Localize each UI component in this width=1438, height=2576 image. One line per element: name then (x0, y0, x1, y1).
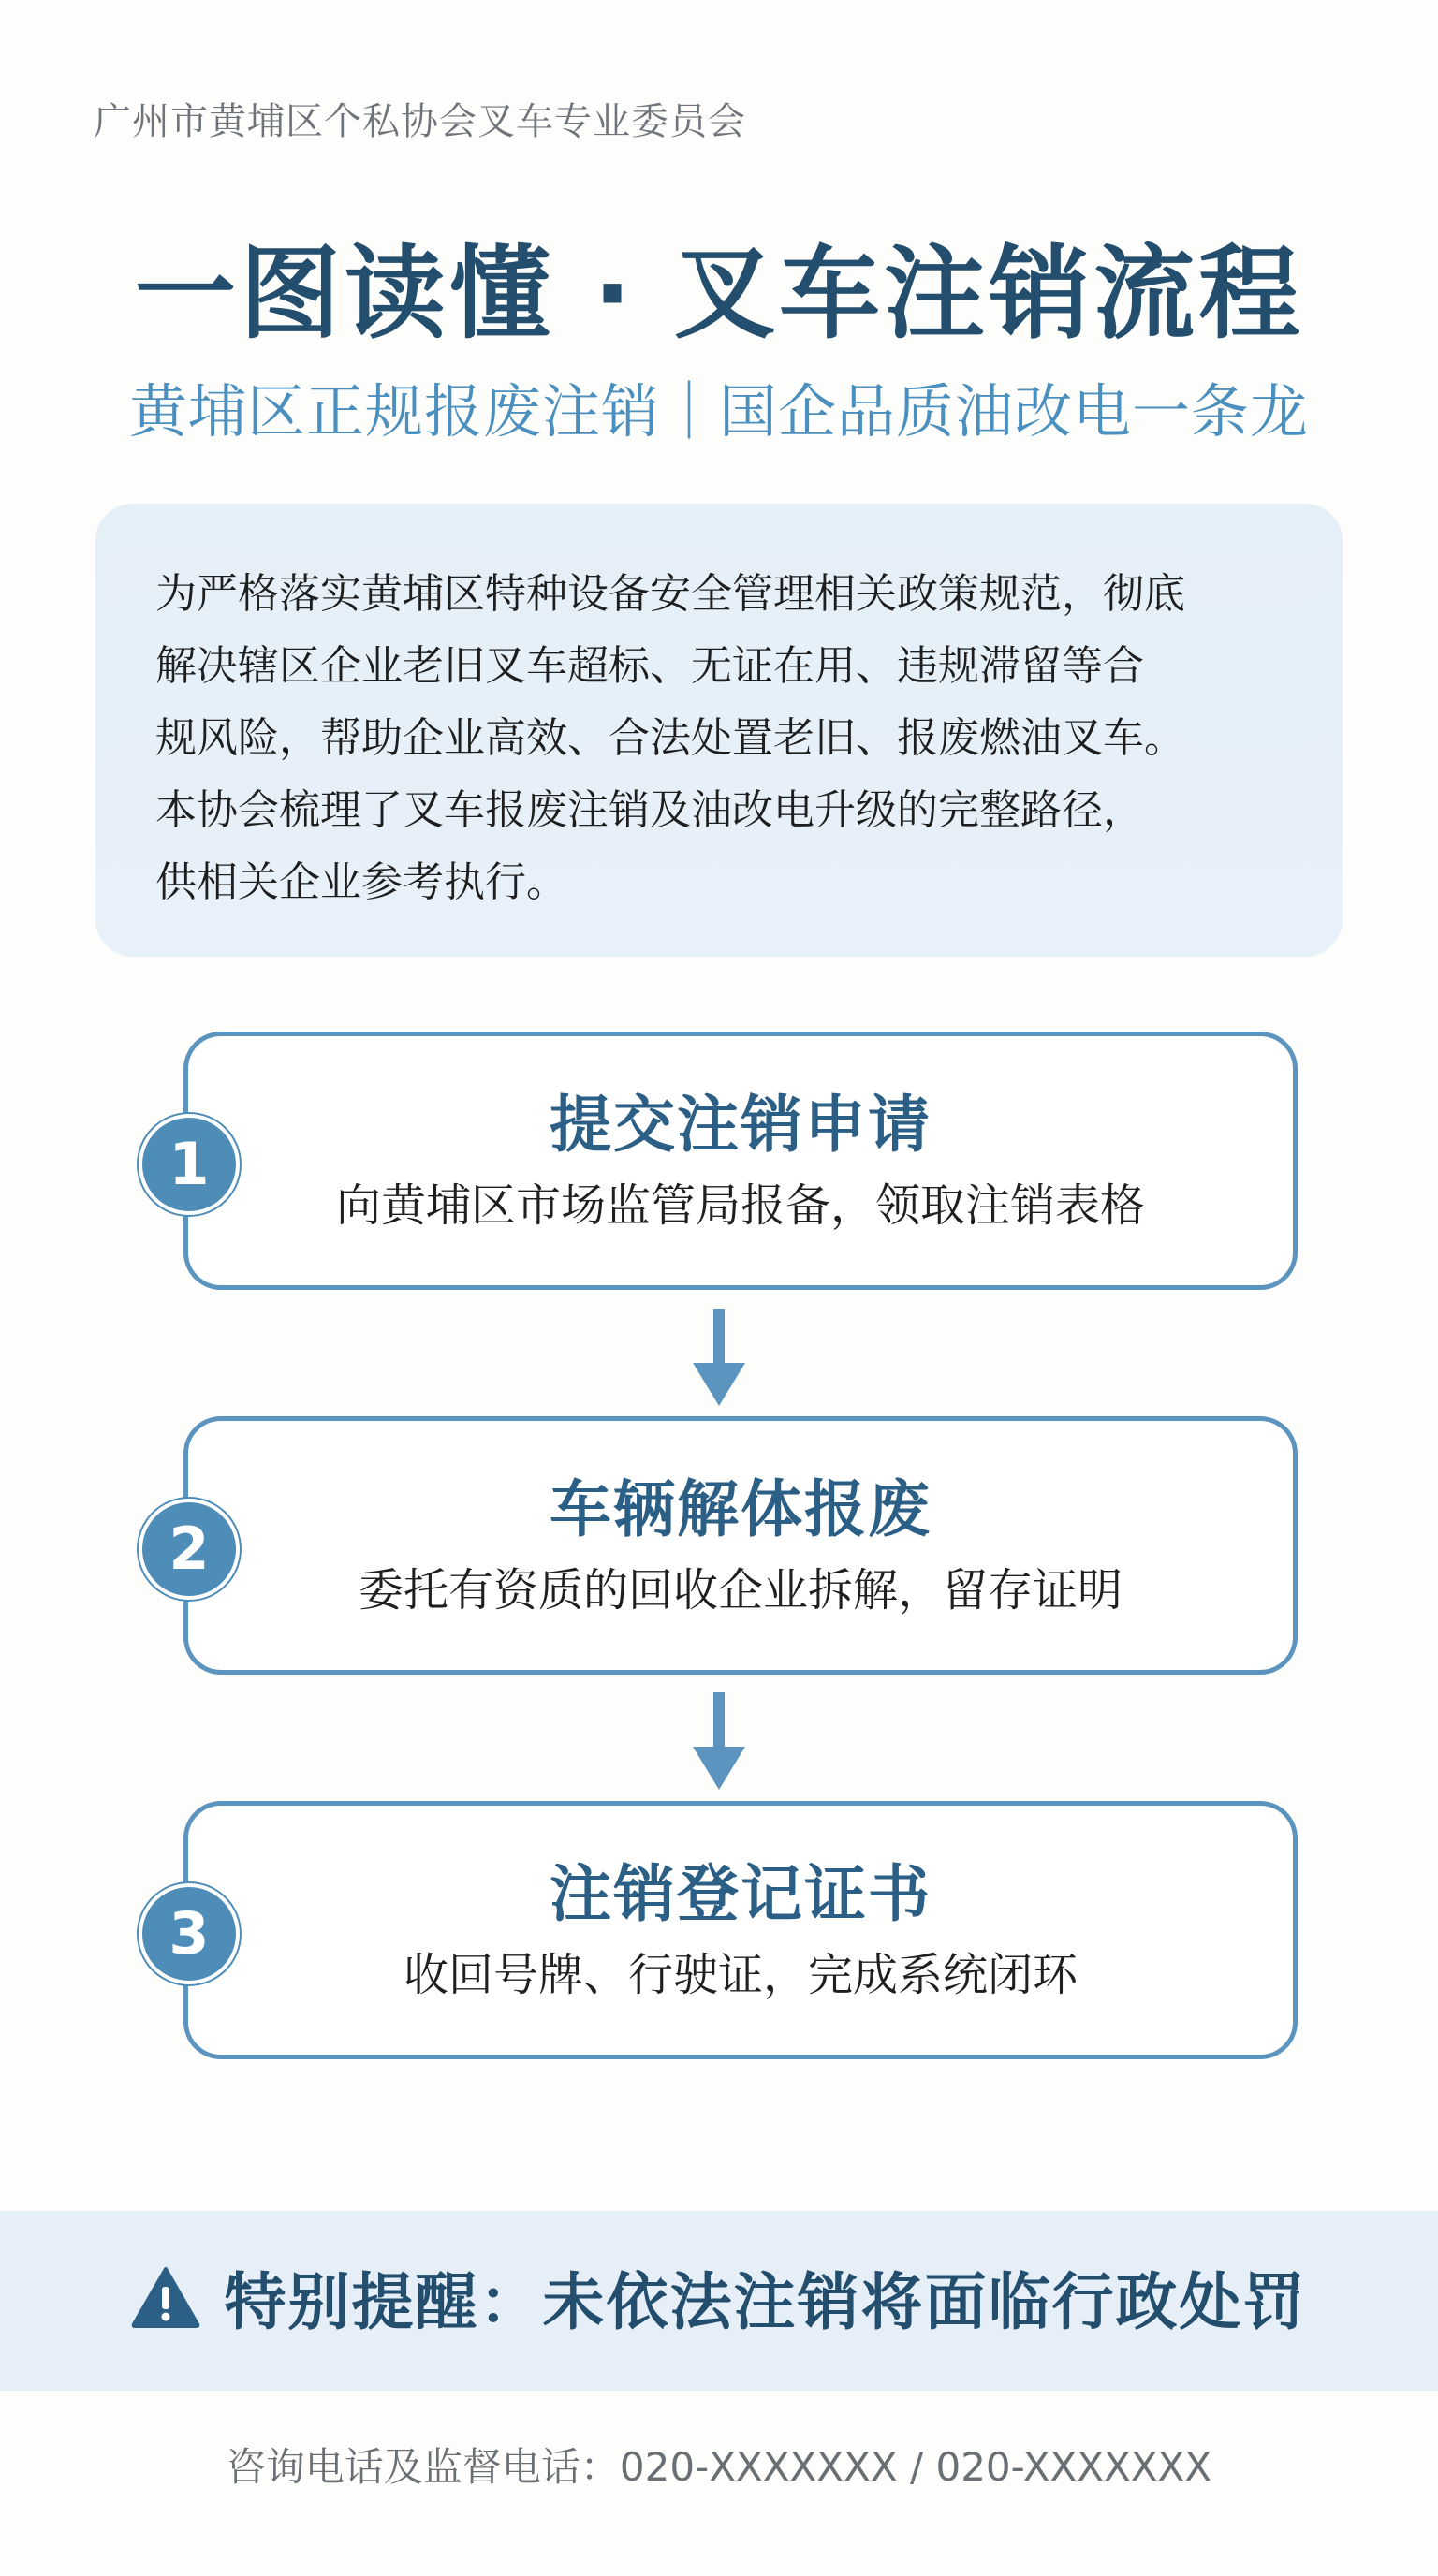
organization-name: 广州市黄埔区个私协会叉车专业委员会 (94, 100, 746, 143)
intro-line: 为严格落实黄埔区特种设备安全管理相关政策规范，彻底 (155, 570, 1185, 618)
step-card-3 (183, 1801, 1298, 2059)
contact-phone: 咨询电话及监督电话：020-XXXXXXX / 020-XXXXXXX (226, 2444, 1212, 2490)
page-title: 一图读懂 · 叉车注销流程 (134, 236, 1304, 353)
step-number-badge: 2 (139, 1499, 240, 1600)
step-title: 注销登记证书 (550, 1858, 932, 1930)
intro-panel (95, 504, 1343, 957)
intro-line: 解决辖区企业老旧叉车超标、无证在用、违规滞留等合 (155, 642, 1144, 690)
intro-line: 规风险，帮助企业高效、合法处置老旧、报废燃油叉车。 (155, 714, 1185, 762)
arrow-down-icon (691, 1309, 747, 1408)
step-description: 收回号牌、行驶证，完成系统闭环 (403, 1949, 1078, 2001)
warning-content (131, 2265, 1306, 2340)
step-description: 委托有资质的回收企业拆解，留存证明 (358, 1564, 1123, 1617)
step-title: 提交注销申请 (550, 1089, 932, 1161)
step-card-2 (183, 1416, 1298, 1675)
page-subtitle: 黄埔区正规报废注销｜国企品质油改电一条龙 (128, 377, 1309, 446)
warning-banner (0, 2211, 1438, 2391)
warning-triangle-icon (131, 2266, 200, 2328)
intro-line: 供相关企业参考执行。 (155, 858, 567, 906)
step-number-badge: 3 (139, 1883, 240, 1984)
arrow-down-icon (691, 1692, 747, 1792)
step-number-badge: 1 (139, 1114, 240, 1215)
step-card-1 (183, 1032, 1298, 1290)
step-description: 向黄埔区市场监管局报备，领取注销表格 (335, 1179, 1145, 1232)
intro-line: 本协会梳理了叉车报废注销及油改电升级的完整路径， (155, 786, 1144, 834)
step-title: 车辆解体报废 (550, 1473, 932, 1545)
warning-text: 特别提醒：未依法注销将面临行政处罚 (224, 2266, 1307, 2338)
